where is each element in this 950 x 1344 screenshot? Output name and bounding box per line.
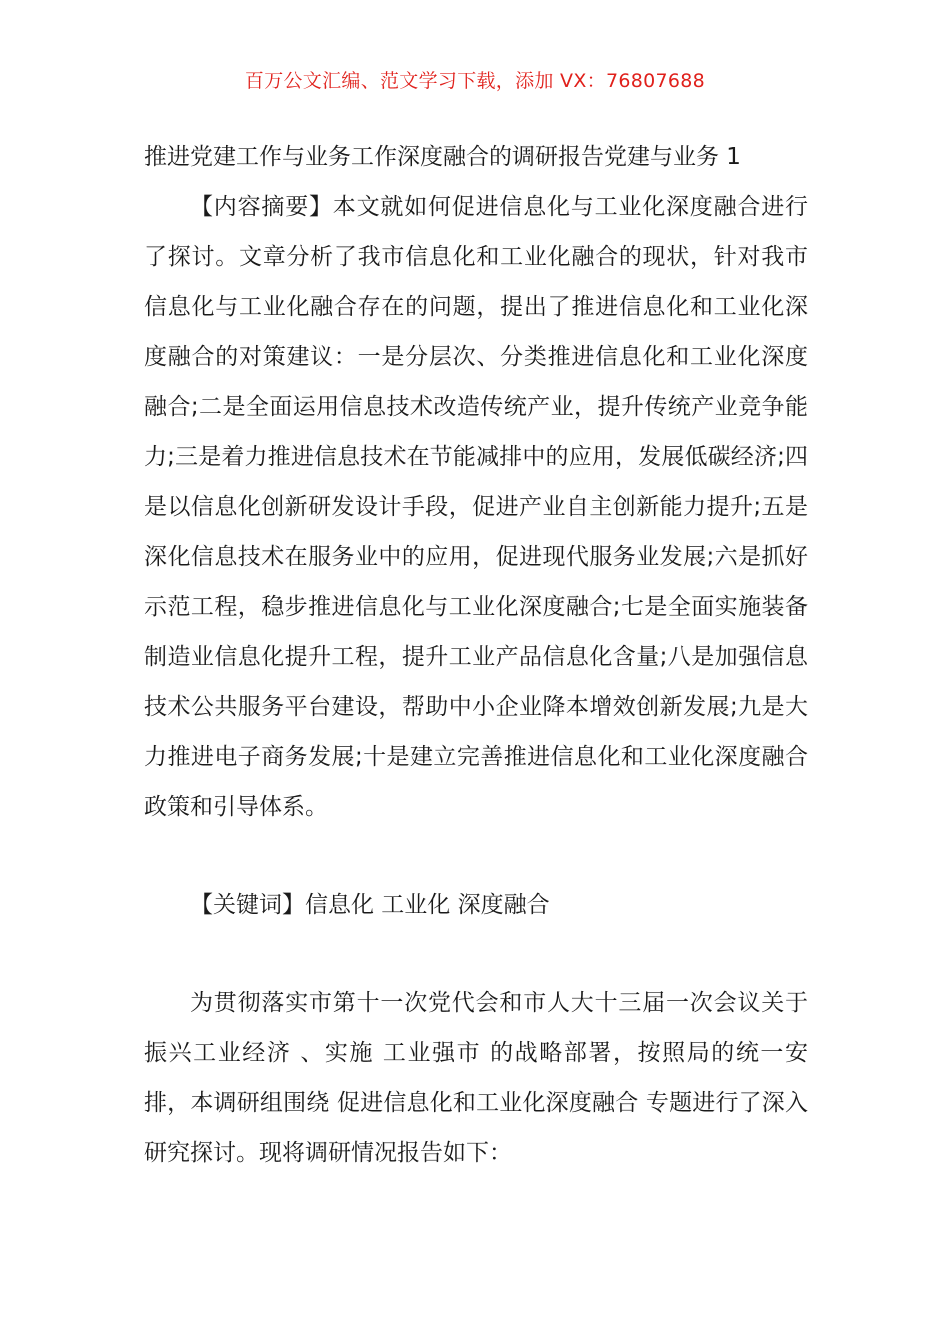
document-title: 推进党建工作与业务工作深度融合的调研报告党建与业务 1 [144,144,741,170]
abstract-paragraph: 【内容摘要】本文就如何促进信息化与工业化深度融合进行了探讨。文章分析了我市信息化和工业化融合的现状，针对我市信息化与工业化融合存在的问题，提出了推进信息化和工业化深度融合的对策建议：一是分层次、分类推进信息化和工业化深度融合;二是全面运用信息技术改造传统产业，提升传统产业竞争能力;三是着力推进信息技术在节能减排中的应用，发展低碳经济;四是以信息化创新研发设计手段，促进产业自主创新能力提升;五是深化信息技术在服务业中的应用，促进现代服务业发展;六是抓好示范工程，稳步推进信息化与工业化深度融合;七是全面实施装备制造业信息化提升工程，提升工业产品信息化含量;八是加强信息技术公共服务平台建设，帮助中小企业降本增效创新发展;九是大力推进电子商务发展;十是建立完善推进信息化和工业化深度融合政策和引导体系。 [144,194,808,820]
watermark-header: 百万公文汇编、范文学习下载，添加 VX：76807688 [244,70,706,92]
keywords-paragraph: 【关键词】信息化 工业化 深度融合 [190,892,550,918]
document-body [144,132,808,1178]
intro-paragraph: 为贯彻落实市第十一次党代会和市人大十三届一次会议关于 振兴工业经济 、实施 工业强市 的战略部署，按照局的统一安排，本调研组围绕 促进信息化和工业化深度融合 专题进行了深入研究探讨。现将调研情况报告如下： [144,990,808,1166]
